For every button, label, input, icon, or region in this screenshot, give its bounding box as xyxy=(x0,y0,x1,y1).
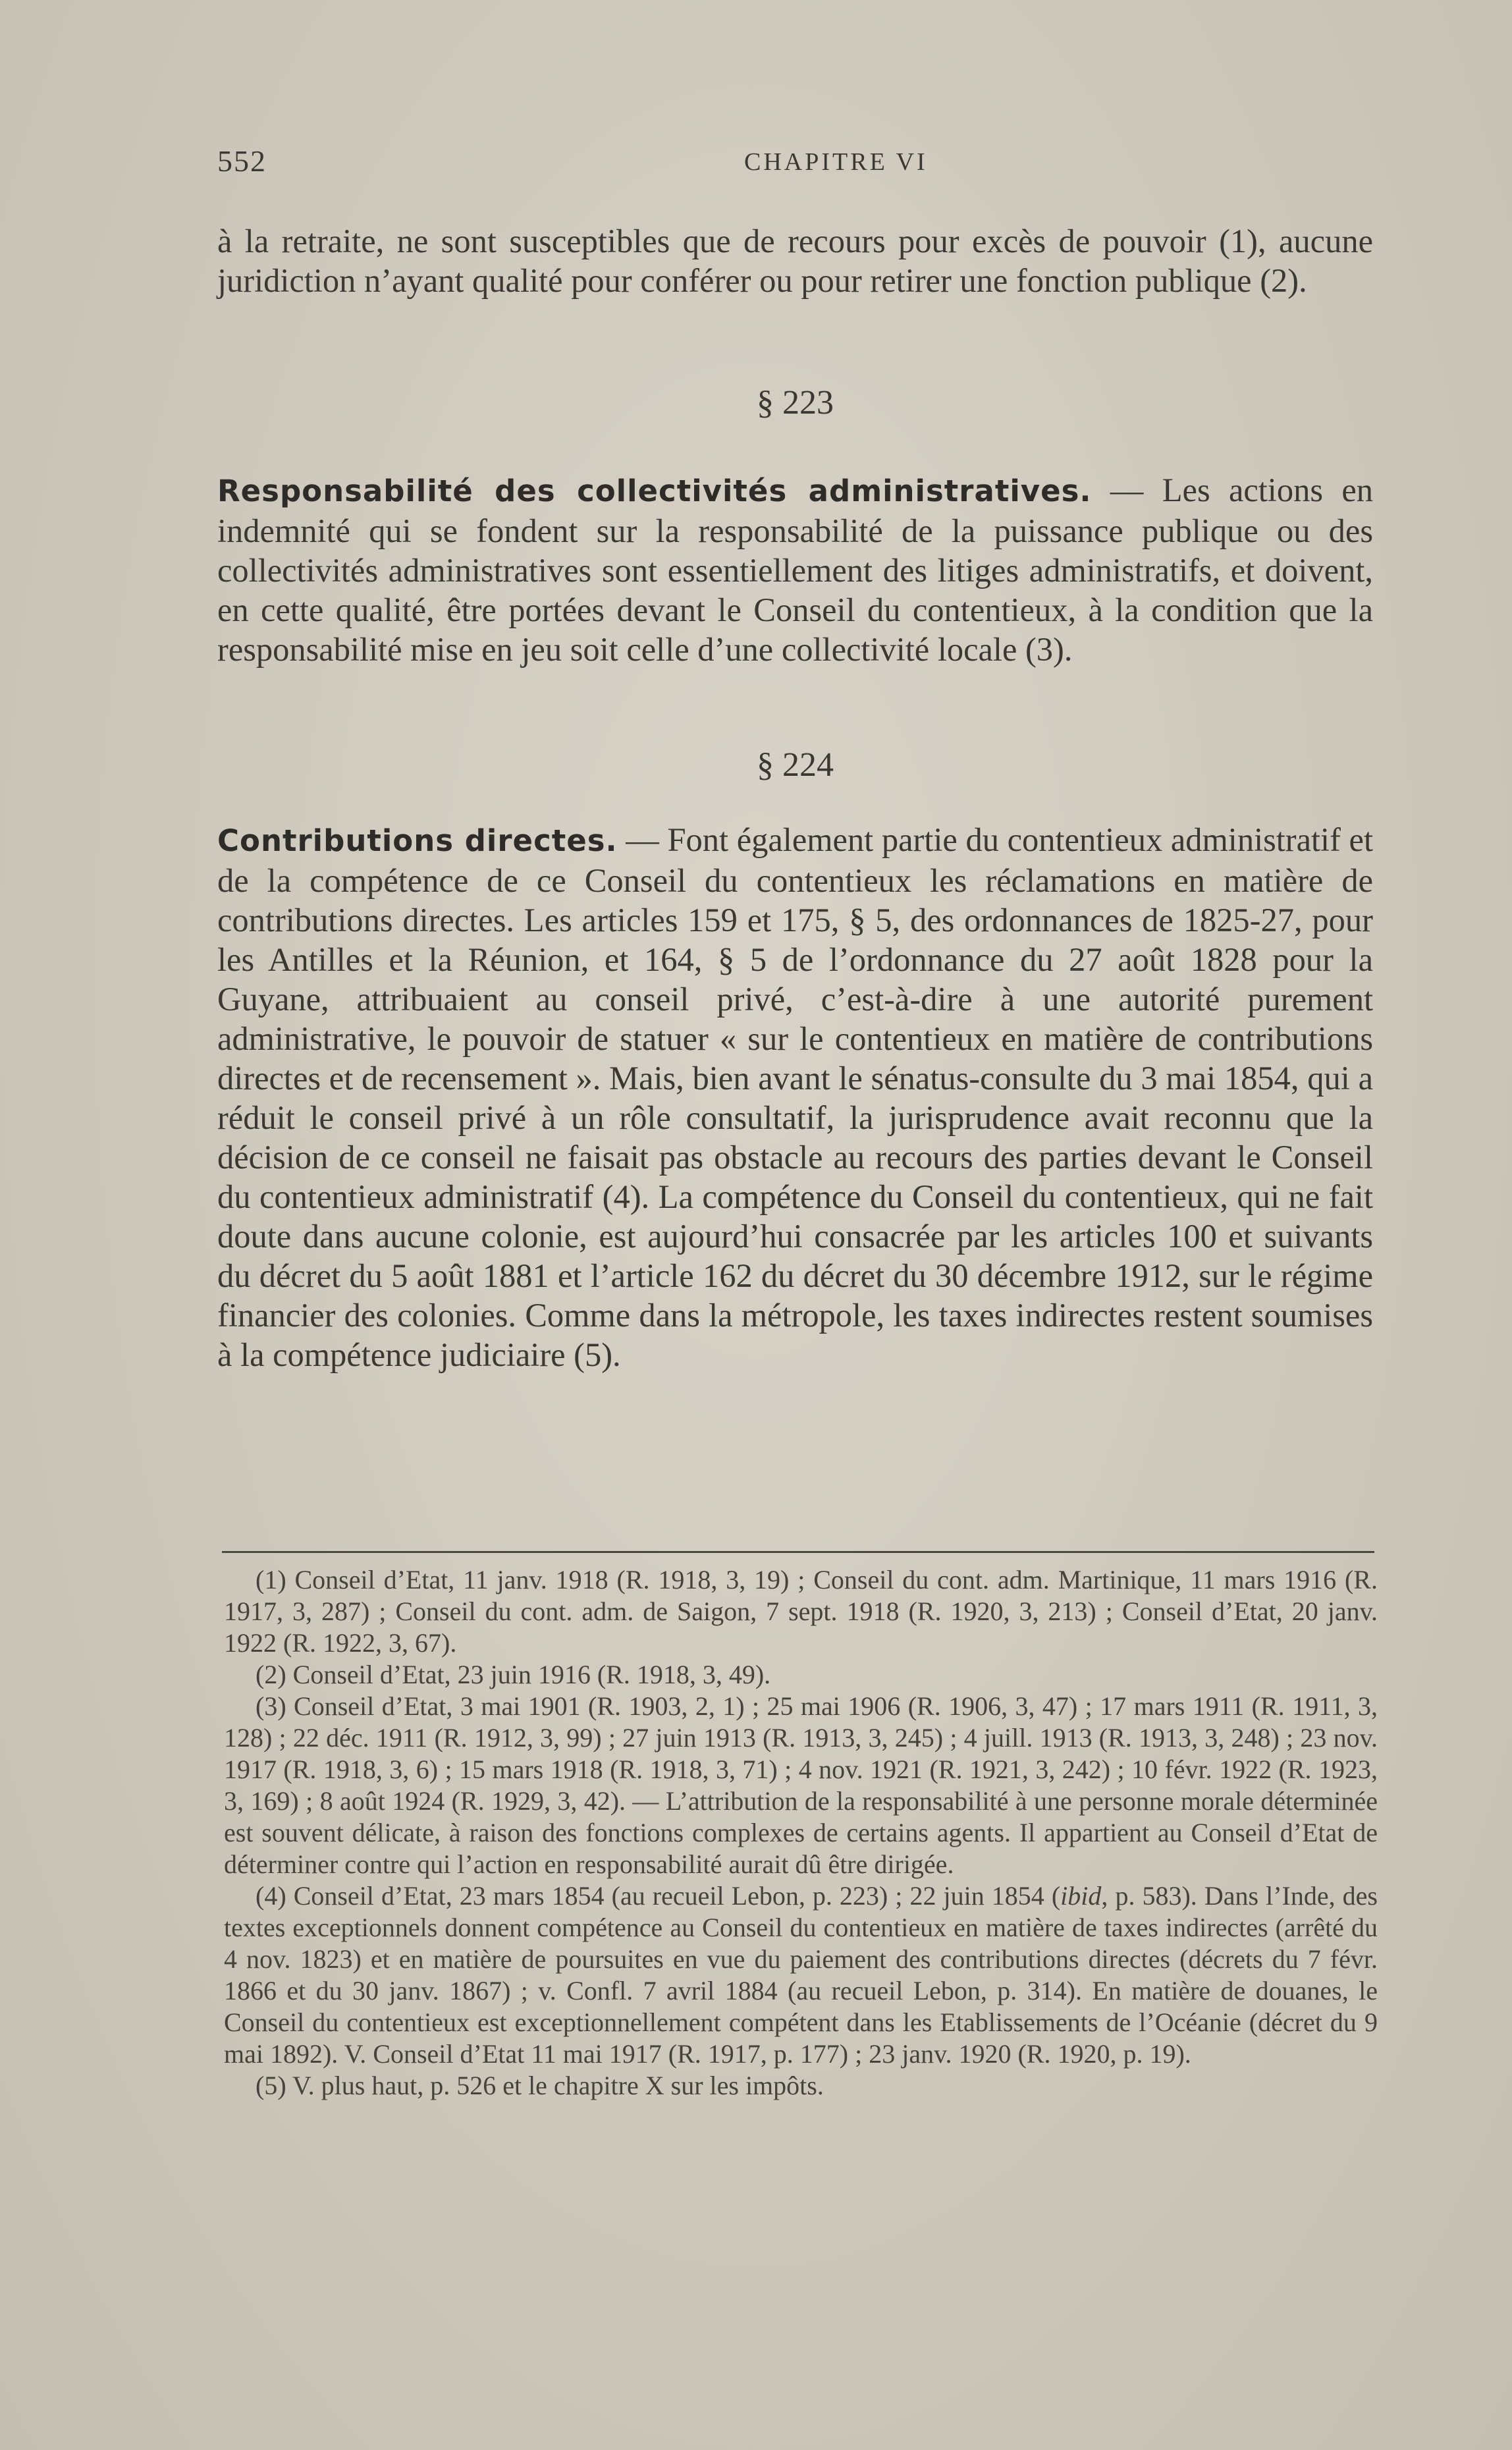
section-223-paragraph xyxy=(217,470,1373,669)
page-number: 552 xyxy=(217,144,267,178)
footnote-4-ibid: ibid xyxy=(1060,1881,1102,1911)
footnote-4 xyxy=(224,1880,1378,2070)
section-224-paragraph xyxy=(217,820,1373,1375)
footnote-5: (5) V. plus haut, p. 526 et le chapitre X sur les impôts. xyxy=(256,2071,824,2100)
chapter-title: CHAPITRE VI xyxy=(744,148,928,176)
section-223-heading: Responsabilité des collectivités administratives. xyxy=(217,474,1092,508)
section-number-223: § 223 xyxy=(757,384,834,422)
footnote-2: (2) Conseil d’Etat, 23 juin 1916 (R. 1918, 3, 49). xyxy=(256,1660,771,1689)
section-224-text: — Font également partie du contentieux administratif et de la compétence de ce Conseil du contentieux les réclamations en matière de contributions directes. Les articles 159 et 175, § 5, des ordonnances de 1825-27, pour les Antilles et la Réunion, et 164, § 5 de l’ordonnance du 27 août 1828 pour la Guyane, attribuaient au conseil privé, c’est-à-dire à une autorité purement administrative, le pouvoir de statuer « sur le contentieux en matière de contributions directes et de recensement ». Mais, bien avant le sénatus-consulte du 3 mai 1854, qui a réduit le conseil privé à un rôle consultatif, la jurisprudence avait reconnu que la décision de ce conseil ne faisait pas obstacle au recours des parties devant le Conseil du contentieux administratif (4). La compétence du Conseil du contentieux, qui ne fait doute dans aucune colonie, est aujourd’hui consacrée par les articles 100 et suivants du décret du 5 août 1881 et l’article 162 du décret du 30 décembre 1912, sur le régime financier des colonies. Comme dans la métropole, les taxes indirectes restent soumises à la compétence judiciaire (5). xyxy=(217,821,1373,1373)
footnote-3: (3) Conseil d’Etat, 3 mai 1901 (R. 1903, 2, 1) ; 25 mai 1906 (R. 1906, 3, 47) ; 17 mars 1911 (R. 1911, 3, 128) ; 22 déc. 1911 (R. 1912, 3, 99) ; 27 juin 1913 (R. 1913, 3, 245) ; 4 juill. 1913 (R. 1913, 3, 248) ; 23 nov. 1917 (R. 1918, 3, 6) ; 15 mars 1918 (R. 1918, 3, 71) ; 4 nov. 1921 (R. 1921, 3, 242) ; 10 févr. 1922 (R. 1923, 3, 169) ; 8 août 1924 (R. 1929, 3, 42). — L’attribution de la responsabilité à une personne morale déterminée est souvent délicate, à raison des fonctions complexes de certains agents. Il appartient au Conseil d’Etat de déterminer contre qui l’action en responsabilité aurait dû être dirigée. xyxy=(224,1691,1378,1879)
section-224-heading: Contributions directes. xyxy=(217,823,618,858)
footnote-1: (1) Conseil d’Etat, 11 janv. 1918 (R. 1918, 3, 19) ; Conseil du cont. adm. Martinique, 11 mars 1916 (R. 1917, 3, 287) ; Conseil du cont. adm. de Saigon, 7 sept. 1918 (R. 1920, 3, 213) ; Conseil d’Etat, 20 janv. 1922 (R. 1922, 3, 67). xyxy=(224,1565,1378,1658)
footnote-4-part-b: , p. 583). Dans l’Inde, des textes exceptionnels donnent compétence au Conseil du contentieux en matière de taxes indirectes (arrêté du 4 nov. 1823) et en matière de poursuites en vue du paiement des contributions directes (décrets du 7 févr. 1866 et du 30 janv. 1867) ; v. Confl. 7 avril 1884 (au recueil Lebon, p. 314). En matière de douanes, le Conseil du contentieux est exceptionnellement compétent dans les Etablissements de l’Océanie (décret du 9 mai 1892). V. Conseil d’Etat 11 mai 1917 (R. 1917, p. 177) ; 23 janv. 1920 (R. 1920, p. 19). xyxy=(224,1881,1378,2069)
footnote-divider xyxy=(222,1551,1374,1553)
footnote-4-part-a: (4) Conseil d’Etat, 23 mars 1854 (au recueil Lebon, p. 223) ; 22 juin 1854 ( xyxy=(256,1881,1061,1911)
running-header xyxy=(217,144,1396,183)
section-223-text: — Les actions en indemnité qui se fondent sur la responsabilité de la puissance publique ou des collectivités administratives sont essentiellement des litiges administratifs, et doivent, en cette qualité, être portées devant le Conseil du contentieux, à la condition que la responsabilité mise en jeu soit celle d’une collectivité locale (3). xyxy=(217,472,1374,668)
paragraph-text: à la retraite, ne sont susceptibles que de recours pour excès de pouvoir (1), aucune juridiction n’ayant qualité pour conférer ou pour retirer une fonction publique (2). xyxy=(217,223,1373,299)
paragraph-continuation xyxy=(217,221,1373,300)
section-number-224: § 224 xyxy=(757,746,834,784)
footnotes xyxy=(224,1564,1378,2102)
